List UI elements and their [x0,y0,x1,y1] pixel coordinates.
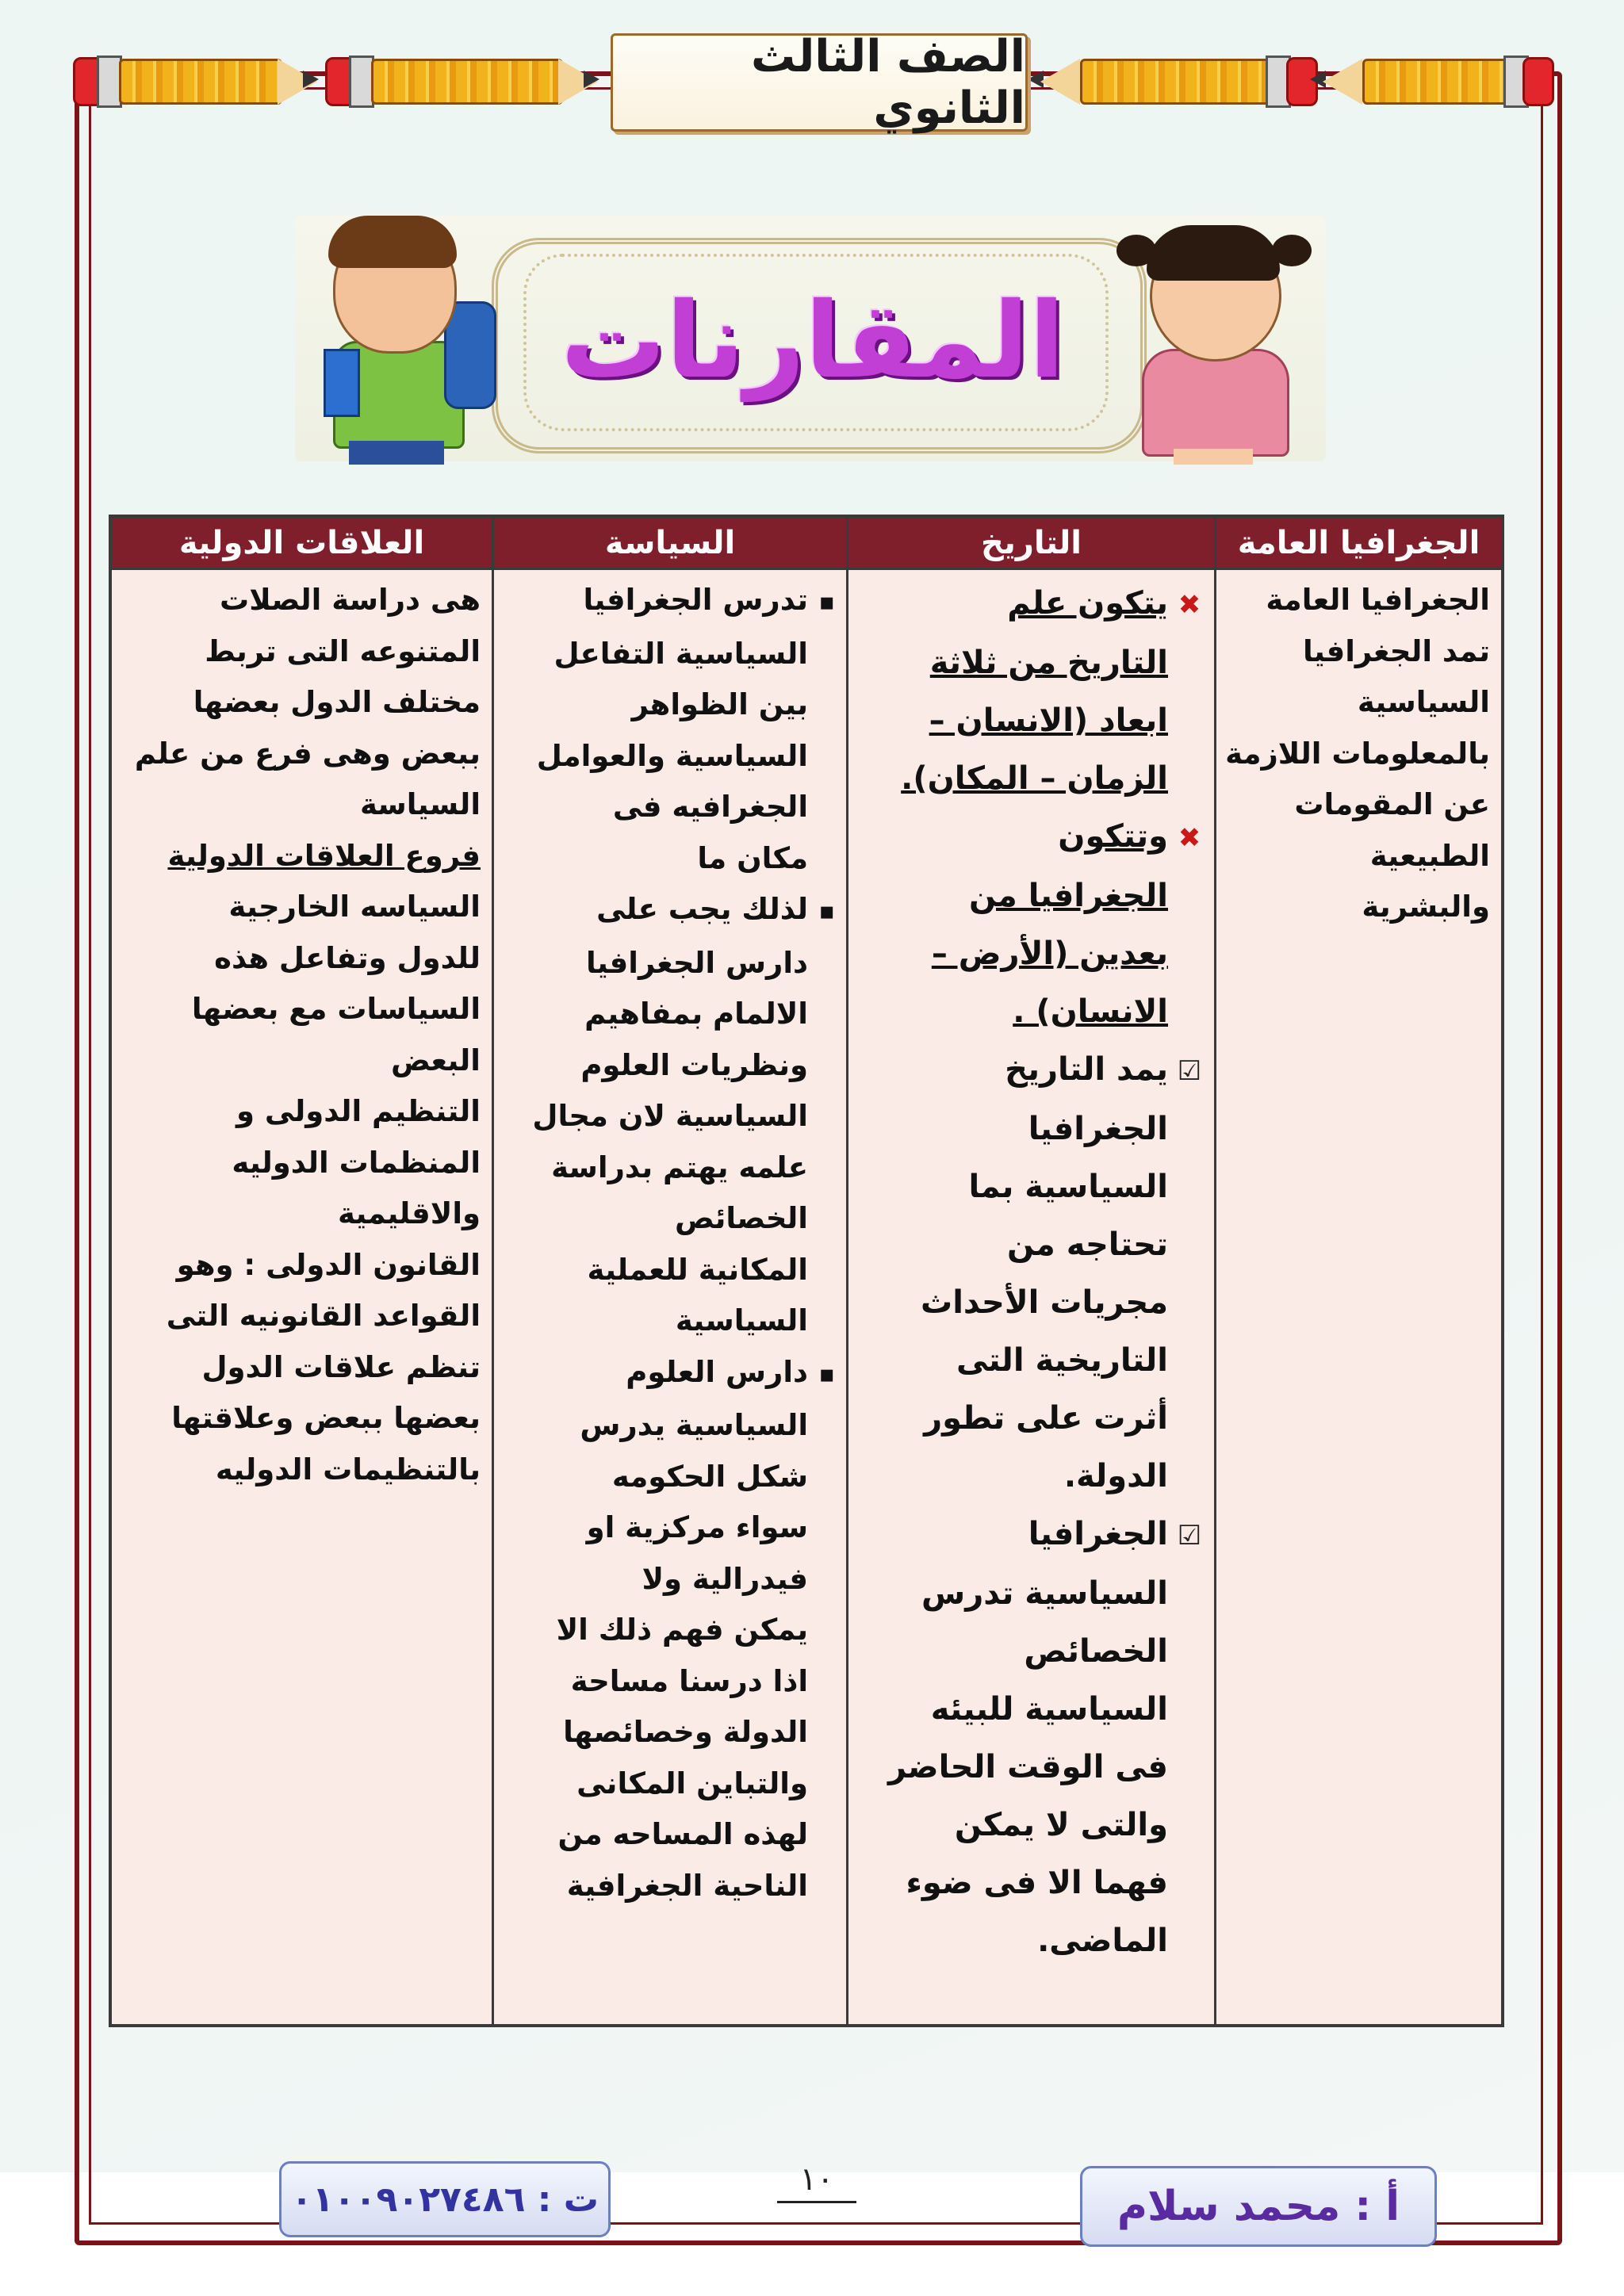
line-text: بالتنظيمات الدوليه [215,1452,481,1487]
line-text: الدولة وخصائصها [563,1715,808,1749]
table-cell-line [123,1445,481,1496]
column-international-relations [112,518,492,2024]
table-cell-line [123,984,481,1035]
line-text: فروع العلاقات الدولية [167,838,481,873]
footer-author-box [1080,2166,1437,2247]
page-number: ١٠ [777,2161,856,2203]
table-cell-line: السياسية [1357,685,1490,719]
footer-phone-box [279,2161,611,2237]
column-politics [492,518,846,2024]
line-text: ابعاد (الانسان – [929,702,1168,739]
line-text: والتباين المكانى [576,1766,808,1800]
table-cell-line [505,938,835,989]
line-text: السياسية بما [968,1169,1168,1205]
line-text: السياسية يدرس [580,1408,808,1442]
table-cell-line [505,1347,835,1401]
table-cell-line [860,1100,1203,1158]
line-text: السياسية للبيئه [930,1691,1168,1728]
table-cell-line [123,1342,481,1394]
table-cell-line [505,884,835,938]
table-cell-line [505,1502,835,1554]
line-text: المتنوعه التى تربط [205,633,481,668]
table-cell-line [860,1506,1203,1565]
line-text: دارس العلوم [626,1354,808,1389]
line-text: تحتاجه من [1007,1226,1168,1263]
column-general-geography [1214,518,1501,2024]
pencil-icon [325,54,611,105]
page-title: الصف الثالث الثانوي [750,31,1025,134]
line-text: يمكن فهم ذلك الا [556,1613,808,1647]
line-text: لهذه المساحه من [557,1817,808,1851]
table-cell-line [505,1809,835,1861]
table-cell-line [505,1656,835,1708]
comparison-table [109,515,1504,2027]
line-text: الناحية الجغرافية [566,1868,808,1903]
pencil-icon [73,54,327,105]
table-cell-line [505,731,835,783]
table-cell-line [860,925,1203,983]
table-cell-line [505,989,835,1040]
table-cell-line [123,1035,481,1087]
table-cell-line: عن المقومات [1294,787,1490,821]
line-text: فى الوقت الحاضر [888,1749,1168,1785]
line-text: السياسية تدرس [921,1575,1168,1612]
table-cell-line: تمد الجغرافيا [1302,633,1490,668]
x-mark-icon: ✖ [1178,589,1201,621]
table-cell-line [505,1245,835,1296]
table-cell-line [123,1393,481,1445]
table-cell-line [505,575,835,629]
table-cell-line [860,1623,1203,1681]
line-text: مكان ما [697,840,808,875]
check-box-icon: ☑ [1177,1055,1202,1087]
bullet-square-icon: ▪ [818,897,835,925]
table-cell-line [860,1912,1203,1970]
line-text: التاريخ من ثلاثة [929,645,1168,681]
line-text: الانسان) . [1013,993,1168,1030]
table-cell-line [505,1400,835,1452]
line-text: دارس الجغرافيا [586,945,808,980]
line-text: علمه يهتم بدراسة [551,1150,808,1184]
line-text: يمد التاريخ [1005,1051,1168,1088]
table-cell-line [123,1138,481,1189]
line-text: والتى لا يمكن [954,1807,1168,1843]
table-cell-line [123,882,481,933]
table-cell-line [860,1797,1203,1854]
table-cell-line [505,1142,835,1194]
column-body [494,570,846,1916]
table-cell-line [123,933,481,985]
table-cell-line [123,1291,481,1342]
bullet-square-icon: ▪ [818,588,835,616]
table-cell-line [123,575,481,626]
table-cell-line [123,729,481,780]
table-cell-line [860,1274,1203,1332]
table-cell-line [123,1188,481,1240]
line-text: البعض [390,1043,481,1077]
table-cell-line [860,692,1203,750]
line-text: السياسه الخارجية [228,890,481,924]
line-text: التاريخية التى [956,1342,1168,1379]
table-cell-line [860,808,1203,867]
table-cell-line [505,1605,835,1656]
line-text: القانون الدولى : وهو [176,1247,481,1282]
table-cell-line [505,833,835,885]
line-text: السياسية [675,1303,808,1337]
line-text: لذلك يجب على [596,892,808,926]
line-text: الماضى. [1037,1923,1168,1959]
table-cell-line [123,779,481,831]
line-text: هى دراسة الصلات [220,583,481,617]
column-heading: السياسة [494,518,846,570]
line-text: فهما الا فى ضوء [906,1865,1168,1901]
line-text: السياسات مع بعضها [191,992,481,1026]
line-text: بعدين (الأرض – [931,936,1168,972]
line-text: مجريات الأحداث [921,1284,1168,1321]
line-text: مختلف الدول بعضها [193,685,481,719]
table-cell-line [123,831,481,882]
table-cell-line [860,1390,1203,1448]
column-body [112,570,492,1500]
table-cell-line [860,1739,1203,1797]
line-text: السياسية التفاعل [553,636,808,671]
line-text: المنظمات الدوليه [232,1145,481,1180]
line-text: ببعض وهى فرع من علم [134,736,481,771]
line-text: تدرس الجغرافيا [583,583,808,617]
table-cell-line [860,983,1203,1041]
line-text: الزمان – المكان). [901,760,1168,797]
line-text: أثرت على تطور [924,1400,1168,1437]
pencil-icon [1310,54,1548,105]
table-cell-line [860,1332,1203,1390]
table-cell-line [860,1158,1203,1216]
table-cell-line [505,1861,835,1912]
line-text: الدولة. [1063,1458,1168,1494]
pencil-icon [1028,54,1313,105]
table-cell-line [505,1554,835,1605]
column-body [848,570,1214,1975]
table-cell-line [123,1086,481,1138]
column-heading: التاريخ [848,518,1214,570]
line-text: يتكون علم [1007,585,1168,622]
line-text: فيدرالية ولا [642,1561,808,1596]
line-text: المكانية للعملية [587,1252,808,1287]
line-text: السياسة [359,787,481,821]
table-cell-line [505,1040,835,1092]
line-text: السياسية والعوامل [536,738,808,773]
line-text: شكل الحكومه [611,1459,808,1494]
table-cell-line [505,1193,835,1245]
line-text: بين الظواهر [631,687,808,721]
bullet-square-icon: ▪ [818,1360,835,1388]
line-text: بعضها ببعض وعلاقتها [171,1401,481,1435]
line-text: السياسية لان مجال [532,1099,808,1133]
line-text: الجغرافيا [1028,1516,1168,1552]
table-cell-line [123,626,481,678]
line-text: الالمام بمفاهيم [584,997,808,1031]
table-cell-line [505,679,835,731]
table-cell-line [505,1091,835,1142]
table-cell-line: الجغرافيا العامة [1266,583,1490,617]
header-title-box [611,33,1028,132]
line-text: تنظم علاقات الدول [201,1349,481,1384]
table-cell-line [860,634,1203,692]
line-text: الخصائص [675,1201,808,1235]
column-heading: العلاقات الدولية [112,518,492,570]
banner-title: المقارنات [561,280,1065,402]
table-cell-line [123,677,481,729]
line-text: اذا درسنا مساحة [570,1663,808,1698]
table-cell-line [860,1854,1203,1912]
table-cell-line [860,1216,1203,1274]
x-mark-icon: ✖ [1178,822,1201,854]
table-cell-line [860,1041,1203,1100]
table-cell-line [505,629,835,680]
line-text: القواعد القانونيه التى [166,1299,481,1333]
column-history [846,518,1214,2024]
table-cell-line: الطبيعية [1369,838,1490,873]
column-body [1216,570,1501,938]
table-cell-line [505,1295,835,1347]
table-cell-line [505,1707,835,1758]
check-box-icon: ☑ [1177,1520,1202,1552]
line-text: للدول وتفاعل هذه [214,940,481,975]
table-cell-line [505,1758,835,1810]
table-cell-line: والبشرية [1362,890,1490,924]
table-cell-line [860,750,1203,808]
table-cell-line [860,575,1203,634]
line-text: وتتكون [1058,818,1168,855]
table-cell-line [860,1565,1203,1623]
footer-phone: ت : ٠١٠٠٩٠٢٧٤٨٦ [291,2179,599,2220]
line-text: والاقليمية [337,1196,481,1230]
line-text: سواء مركزية او [586,1510,808,1544]
table-cell-line [860,1448,1203,1506]
line-text: الخصائص [1024,1633,1168,1670]
line-text: ونظريات العلوم [580,1047,808,1082]
table-cell-line [860,867,1203,925]
table-cell-line [860,1681,1203,1739]
table-cell-line [505,782,835,833]
table-cell-line [123,1240,481,1292]
line-text: الجغرافيه فى [612,790,808,824]
line-text: الجغرافيا [1028,1111,1168,1147]
line-text: الجغرافيا من [969,878,1168,914]
table-cell-line: بالمعلومات اللازمة [1225,736,1490,771]
line-text: التنظيم الدولى و [236,1094,481,1128]
table-cell-line [505,1452,835,1503]
column-heading: الجغرافيا العامة [1216,518,1501,570]
footer-author: أ : محمد سلام [1116,2183,1400,2230]
